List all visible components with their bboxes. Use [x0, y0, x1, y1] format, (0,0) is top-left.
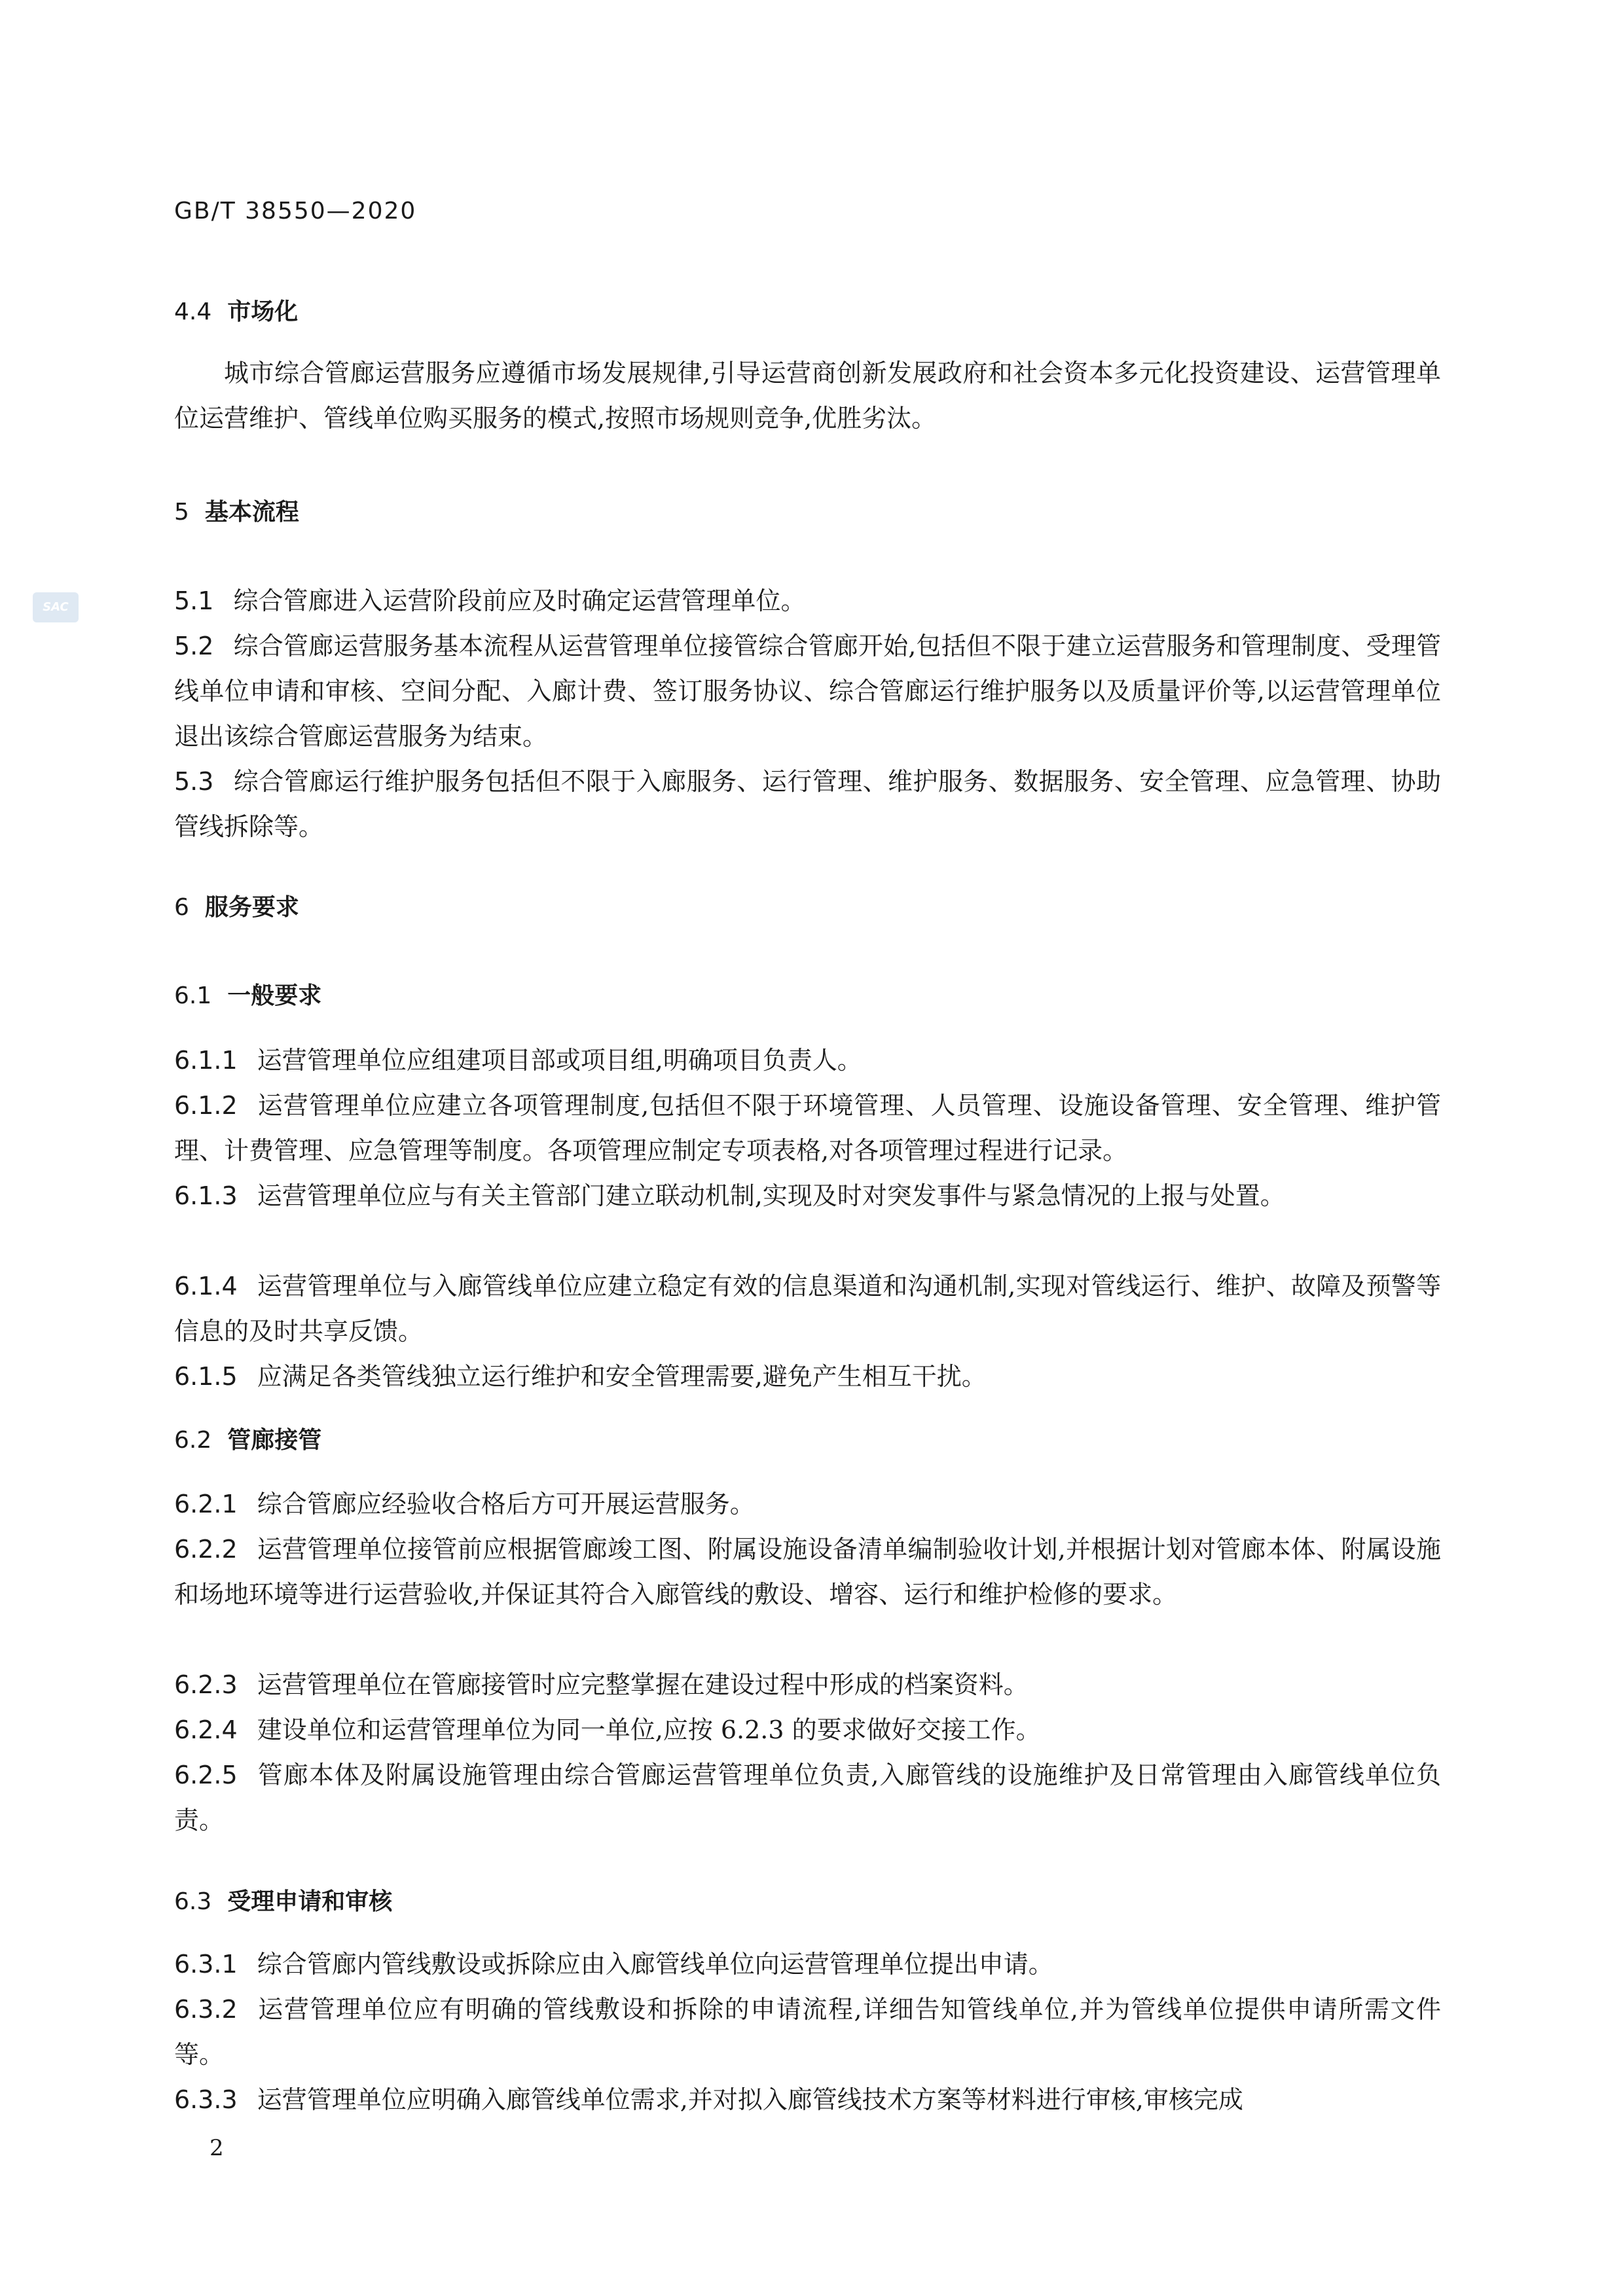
- clause-6-1-1: [174, 1038, 1441, 1083]
- clause-paragraph: [174, 1753, 1441, 1843]
- clause-6-2-4: [174, 1708, 1441, 1753]
- clause-text: 管廊本体及附属设施管理由综合管廊运营管理单位负责,入廊管线的设施维护及日常管理由入廊管线单位负责。: [174, 1761, 1441, 1835]
- clause-number: 5.2: [174, 632, 214, 660]
- clause-text: 运营管理单位应组建项目部或项目组,明确项目负责人。: [257, 1046, 862, 1075]
- clause-paragraph: [174, 1482, 1441, 1527]
- clause-paragraph: [174, 1527, 1441, 1617]
- clause-text: 应满足各类管线独立运行维护和安全管理需要,避免产生相互干扰。: [257, 1362, 987, 1391]
- clause-number: 6.1.2: [174, 1091, 238, 1120]
- clause-text: 综合管廊进入运营阶段前应及时确定运营管理单位。: [233, 586, 806, 615]
- section-title: 一般要求: [227, 982, 322, 1009]
- clause-text: 综合管廊运行维护服务包括但不限于入廊服务、运行管理、维护服务、数据服务、安全管理、应急管理、协助管线拆除等。: [174, 767, 1441, 841]
- clause-number: 6.1.1: [174, 1046, 238, 1075]
- paragraph-text: 城市综合管廊运营服务应遵循市场发展规律,引导运营商创新发展政府和社会资本多元化投资建设、运营管理单位运营维护、管线单位购买服务的模式,按照市场规则竞争,优胜劣汰。: [174, 359, 1441, 433]
- section-heading: [174, 1418, 1441, 1463]
- clause-number: 6.3.2: [174, 1995, 238, 2024]
- clause-text: 运营管理单位应明确入廊管线单位需求,并对拟入廊管线技术方案等材料进行审核,审核完成: [257, 2085, 1243, 2114]
- section-6-1: [174, 973, 1441, 1019]
- clause-text: 运营管理单位与入廊管线单位应建立稳定有效的信息渠道和沟通机制,实现对管线运行、维护、故障及预警等信息的及时共享反馈。: [174, 1272, 1441, 1346]
- section-5: [174, 490, 1441, 535]
- section-title: 服务要求: [204, 894, 299, 921]
- clause-6-3-3: [174, 2077, 1441, 2123]
- clause-number: 5.3: [174, 767, 214, 796]
- section-heading: [174, 1879, 1441, 1925]
- clause-paragraph: [174, 624, 1441, 759]
- sac-watermark-logo: SAC: [33, 592, 79, 622]
- clause-number: 6.1.3: [174, 1181, 238, 1210]
- clause-6-1-4: [174, 1264, 1441, 1354]
- section-title: 基本流程: [204, 499, 299, 526]
- clause-6-2-3: [174, 1662, 1441, 1708]
- clause-text: 综合管廊运营服务基本流程从运营管理单位接管综合管廊开始,包括但不限于建立运营服务和管理制度、受理管线单位申请和审核、空间分配、入廊计费、签订服务协议、综合管廊运行维护服务以及质量评价等,以运营管理单位退出该综合管廊运营服务为结束。: [174, 632, 1441, 751]
- section-heading: [174, 289, 1441, 335]
- clause-number: 6.2.2: [174, 1535, 238, 1564]
- clause-paragraph: [174, 1987, 1441, 2077]
- section-6-3: [174, 1879, 1441, 1925]
- clause-paragraph: [174, 1174, 1441, 1219]
- clause-paragraph: [174, 1942, 1441, 1987]
- clause-number: 5.1: [174, 586, 214, 615]
- section-title: 受理申请和审核: [227, 1888, 393, 1915]
- clause-paragraph: [174, 1708, 1441, 1753]
- section-6: [174, 885, 1441, 931]
- section-number: 4.4: [174, 298, 212, 325]
- section-number: 6.3: [174, 1888, 212, 1915]
- section-number: 6: [174, 894, 189, 921]
- clause-number: 6.2.4: [174, 1715, 238, 1744]
- clause-text: 建设单位和运营管理单位为同一单位,应按 6.2.3 的要求做好交接工作。: [257, 1715, 1041, 1744]
- paragraph-4-4: [174, 351, 1441, 441]
- clause-6-1-2: [174, 1083, 1441, 1174]
- clause-6-1-3: [174, 1174, 1441, 1219]
- clause-paragraph: [174, 2077, 1441, 2123]
- section-title: 市场化: [227, 298, 299, 325]
- clause-5-3: [174, 759, 1441, 850]
- clause-paragraph: [174, 1264, 1441, 1354]
- clause-text: 运营管理单位应建立各项管理制度,包括但不限于环境管理、人员管理、设施设备管理、安全管理、维护管理、计费管理、应急管理等制度。各项管理应制定专项表格,对各项管理过程进行记录。: [174, 1091, 1441, 1165]
- standard-code: GB/T 38550—2020: [174, 198, 417, 224]
- clause-6-3-1: [174, 1942, 1441, 1987]
- clause-number: 6.2.3: [174, 1670, 238, 1699]
- clause-text: 综合管廊应经验收合格后方可开展运营服务。: [257, 1490, 755, 1518]
- clause-5-1: [174, 579, 1441, 624]
- section-heading: [174, 885, 1441, 931]
- clause-number: 6.1.5: [174, 1362, 238, 1391]
- clause-number: 6.3.3: [174, 2085, 238, 2114]
- clause-6-2-1: [174, 1482, 1441, 1527]
- clause-paragraph: [174, 759, 1441, 850]
- clause-6-1-5: [174, 1354, 1441, 1399]
- section-number: 6.1: [174, 982, 212, 1009]
- clause-text: 运营管理单位接管前应根据管廊竣工图、附属设施设备清单编制验收计划,并根据计划对管廊本体、附属设施和场地环境等进行运营验收,并保证其符合入廊管线的敷设、增容、运行和维护检修的要求。: [174, 1535, 1441, 1609]
- clause-number: 6.2.5: [174, 1761, 238, 1789]
- clause-6-3-2: [174, 1987, 1441, 2077]
- section-heading: [174, 490, 1441, 535]
- clause-text: 综合管廊内管线敷设或拆除应由入廊管线单位向运营管理单位提出申请。: [257, 1950, 1053, 1979]
- clause-paragraph: [174, 1038, 1441, 1083]
- clause-paragraph: [174, 1354, 1441, 1399]
- clause-paragraph: [174, 1083, 1441, 1174]
- clause-paragraph: [174, 579, 1441, 624]
- clause-5-2: [174, 624, 1441, 759]
- clause-paragraph: [174, 1662, 1441, 1708]
- clause-number: 6.3.1: [174, 1950, 238, 1979]
- section-6-2: [174, 1418, 1441, 1463]
- clause-number: 6.2.1: [174, 1490, 238, 1518]
- page-number: 2: [210, 2135, 224, 2161]
- clause-6-2-5: [174, 1753, 1441, 1843]
- clause-text: 运营管理单位应与有关主管部门建立联动机制,实现及时对突发事件与紧急情况的上报与处置。: [257, 1181, 1285, 1210]
- section-title: 管廊接管: [227, 1427, 322, 1454]
- section-4-4: [174, 289, 1441, 335]
- section-number: 6.2: [174, 1427, 212, 1454]
- section-heading: [174, 973, 1441, 1019]
- clause-6-2-2: [174, 1527, 1441, 1617]
- clause-text: 运营管理单位应有明确的管线敷设和拆除的申请流程,详细告知管线单位,并为管线单位提供申请所需文件等。: [174, 1995, 1441, 2069]
- clause-number: 6.1.4: [174, 1272, 238, 1300]
- section-number: 5: [174, 499, 189, 526]
- clause-text: 运营管理单位在管廊接管时应完整掌握在建设过程中形成的档案资料。: [257, 1670, 1029, 1699]
